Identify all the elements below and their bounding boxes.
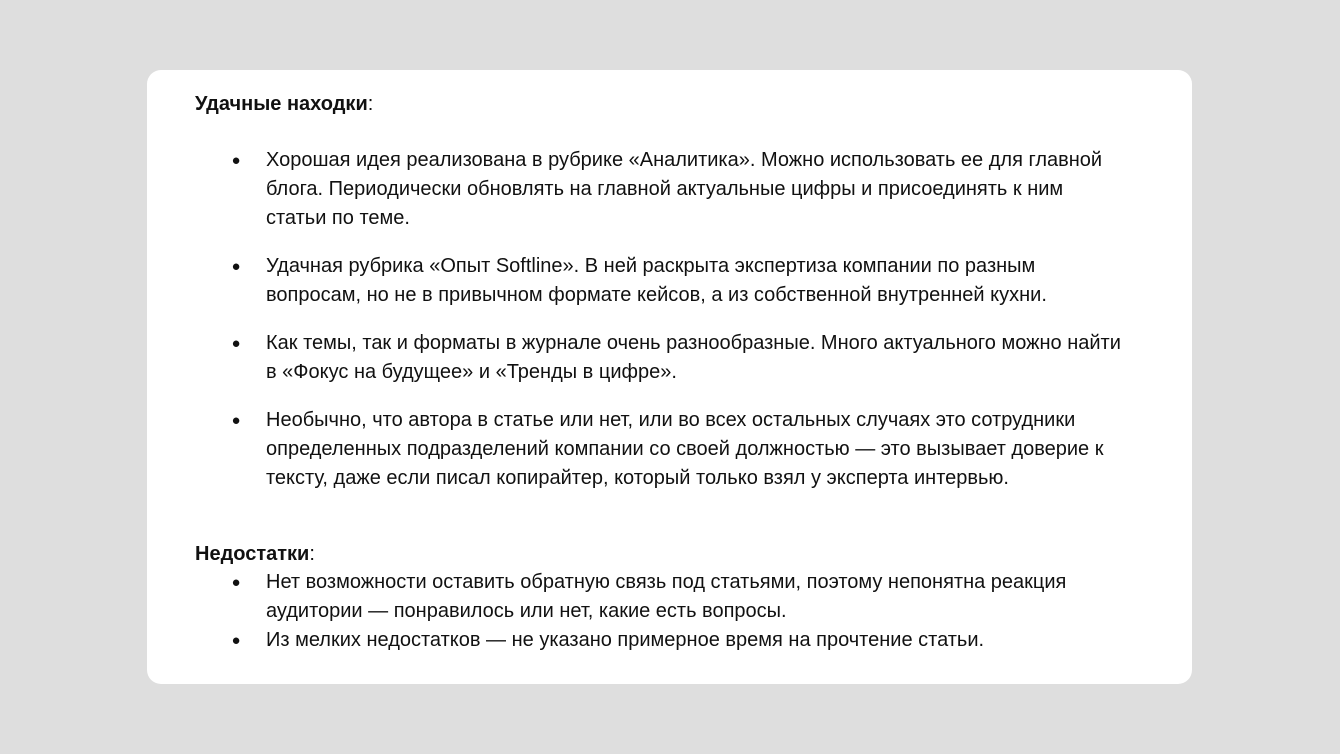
heading-text: Недостатки	[195, 543, 310, 565]
section-heading-drawbacks	[195, 540, 315, 568]
list-item	[195, 146, 1125, 233]
heading-colon: :	[309, 543, 315, 565]
bullet-icon: ●	[231, 412, 241, 429]
list-item	[195, 568, 1125, 626]
list-item-text: Необычно, что автора в статье или нет, или во всех остальных случаях это сотрудники определенных подразделений компании со своей должностью — это вызывает доверие к тексту, даже если писал копирайтер, который только взял у эксперта интервью.	[266, 409, 1104, 489]
heading-text: Удачные находки	[195, 93, 368, 115]
list-item-text: Хорошая идея реализована в рубрике «Аналитика». Можно использовать ее для главной блога. Периодически обновлять на главной актуальные цифры и присоединять к ним статьи по теме.	[266, 149, 1103, 229]
list-item	[195, 406, 1125, 493]
bullet-icon: ●	[231, 632, 241, 649]
heading-colon: :	[367, 93, 374, 115]
list-item-text: Нет возможности оставить обратную связь под статьями, поэтому непонятна реакция аудитории — понравилось или нет, какие есть вопросы.	[266, 571, 1067, 622]
list-item-text: Удачная рубрика «Опыт Softline». В ней раскрыта экспертиза компании по разным вопросам, но не в привычном формате кейсов, а из собственной внутренней кухни.	[266, 255, 1047, 306]
list-item	[195, 329, 1125, 387]
section-heading-good-finds	[195, 90, 373, 118]
content-card	[147, 70, 1192, 684]
bullet-icon: ●	[231, 258, 241, 275]
bullet-icon: ●	[231, 335, 241, 352]
bullet-icon: ●	[231, 574, 241, 591]
good-finds-list	[195, 146, 1125, 512]
bullet-icon: ●	[231, 152, 241, 169]
list-item	[195, 252, 1125, 310]
list-item-text: Из мелких недостатков — не указано примерное время на прочтение статьи.	[266, 629, 985, 651]
list-item	[195, 626, 1125, 655]
drawbacks-list	[195, 568, 1125, 655]
list-item-text: Как темы, так и форматы в журнале очень разнообразные. Много актуального можно найти в «Фокус на будущее» и «Тренды в цифре».	[266, 332, 1121, 383]
